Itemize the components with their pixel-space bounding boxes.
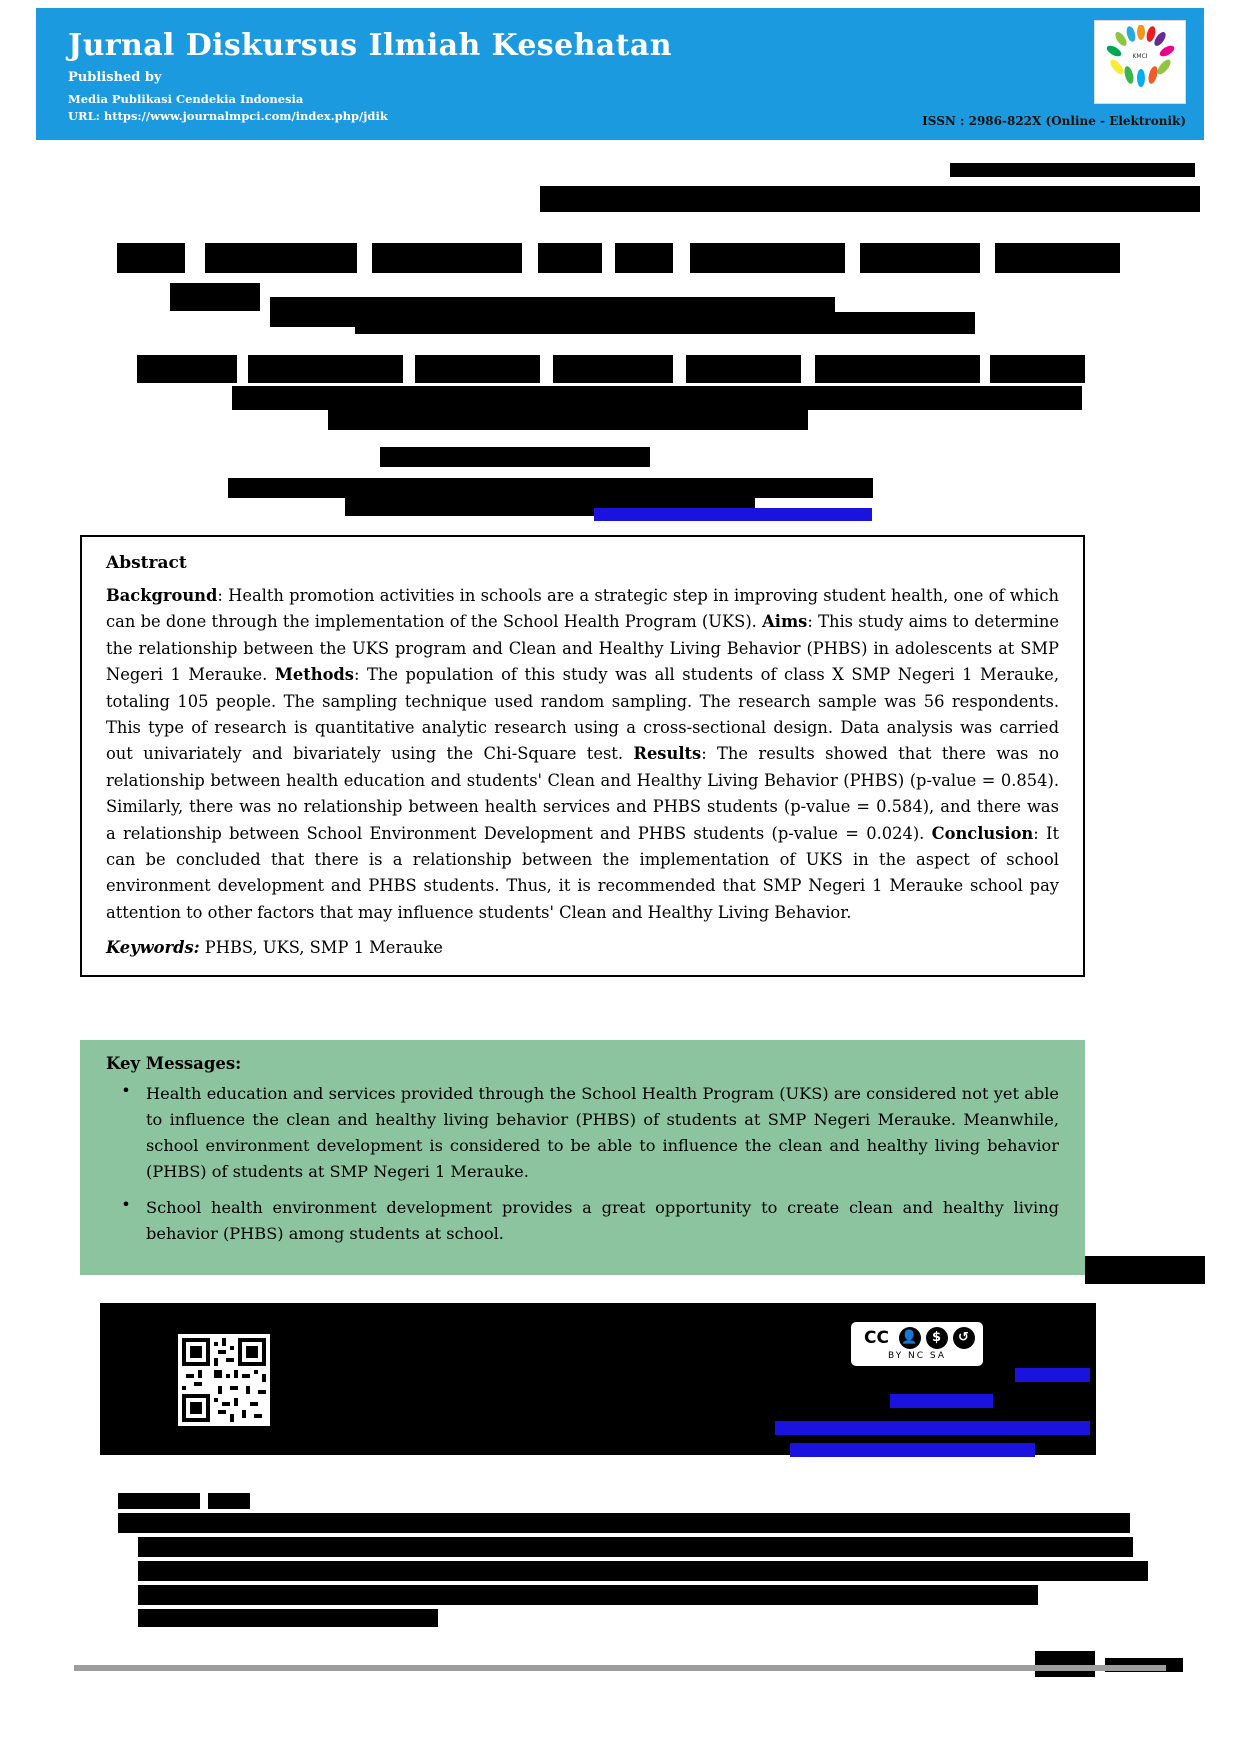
journal-logo: [1094, 20, 1186, 104]
redacted-affiliation-line: [380, 447, 650, 467]
redacted-title-line: [538, 243, 602, 273]
redacted-title-line: [205, 243, 357, 273]
key-message-text: School health environment development provides a great opportunity to create clean and healthy living behavior (PHBS) among students at school.: [146, 1197, 1059, 1243]
key-messages-box: [80, 1040, 1085, 1275]
redacted-block: [118, 1493, 200, 1509]
redacted-block: [1085, 1256, 1205, 1284]
list-item: [106, 1195, 1059, 1247]
header-text-block: [68, 30, 672, 123]
abstract-paragraph: [106, 583, 1059, 926]
svg-text:KMCI: KMCI: [1132, 53, 1148, 60]
keywords-value: PHBS, UKS, SMP 1 Merauke: [199, 938, 443, 958]
cc-license-text: BY NC SA: [888, 1351, 946, 1361]
redacted-block: [558, 1348, 566, 1356]
abstract-text-aims: : This study aims to determine the relationship between the UKS program and Clean and Healthy Living Behavior (PHBS) in adolescents at SMP Negeri 1 Merauke.: [106, 612, 1059, 685]
qr-code: [178, 1334, 270, 1426]
abstract-label-results: Results: [633, 744, 702, 764]
redacted-title-line: [690, 243, 845, 273]
redacted-license-link[interactable]: [1015, 1368, 1090, 1382]
logo-icon: [1101, 25, 1179, 95]
footer-divider: [74, 1665, 1166, 1671]
qr-code-icon: [182, 1338, 266, 1422]
journal-title: Jurnal Diskursus Ilmiah Kesehatan: [68, 28, 672, 63]
redacted-email-link[interactable]: [594, 508, 872, 521]
abstract-text-methods: : The population of this study was all students of class X SMP Negeri 1 Merauke, totaling 105 people. The sampling technique used random sampling. The research sample was 56 respondents. This type of research is quantitative analytic research using a cross-sectional design. Data analysis was carried out univariately and bivariately using the Chi-Square test.: [106, 665, 1059, 764]
bullet-icon: •: [121, 1081, 131, 1100]
abstract-text-conclusion: : It can be concluded that there is a relationship between the implementation of UKS in the aspect of school environment development and PHBS students. Thus, it is recommended that SMP Negeri 1 Merauke school pay attention to other factors that may influence students' Clean and Healthy Living Behavior.: [106, 823, 1059, 922]
abstract-label-methods: Methods: [274, 665, 354, 685]
redacted-title-line: [170, 283, 260, 311]
publisher-name: Media Publikasi Cendekia Indonesia: [68, 91, 304, 106]
creative-commons-badge[interactable]: [848, 1319, 986, 1369]
cc-nc-icon: $: [926, 1327, 948, 1349]
redacted-title-line: [355, 312, 975, 334]
redacted-license-link[interactable]: [790, 1443, 1035, 1457]
abstract-box: [80, 535, 1085, 977]
bullet-icon: •: [121, 1194, 131, 1214]
key-message-text: Health education and services provided through the School Health Program (UKS) are considered not yet able to influence the clean and healthy living behavior (PHBS) of students at SMP Negeri Merauke. Meanwhile, school environment development is considered to be able to influence the clean and healthy living behavior (PHBS) of students at SMP Negeri 1 Merauke.: [146, 1084, 1059, 1181]
redacted-title-line: [137, 355, 237, 383]
cc-icon-row: [851, 1322, 983, 1352]
cc-by-icon: 👤: [899, 1327, 921, 1349]
redacted-title-line: [117, 243, 185, 273]
redacted-title-line: [248, 355, 403, 383]
cc-sa-icon: ↺: [953, 1327, 975, 1349]
abstract-text-results: : The results showed that there was no relationship between health education and students' Clean and Healthy Living Behavior (PHBS) (p-value = 0.854). Similarly, there was no relationship between health services and PHBS students (p-value = 0.584), and there was a relationship between School Environment Development and PHBS students (p-value = 0.024).: [106, 744, 1059, 843]
abstract-label-background: Background: [106, 586, 218, 605]
redacted-affiliation-line: [232, 386, 1082, 410]
redacted-block: [208, 1493, 250, 1509]
key-messages-list: [106, 1081, 1059, 1247]
redacted-title-line: [415, 355, 540, 383]
redacted-block: [138, 1585, 1038, 1605]
issn-text: ISSN : 2986-822X (Online - Elektronik): [922, 114, 1186, 128]
redacted-block: [540, 186, 1200, 212]
list-item: [106, 1081, 1059, 1185]
journal-header-banner: [36, 8, 1204, 140]
key-messages-heading: Key Messages:: [106, 1054, 242, 1073]
redacted-block: [138, 1537, 1133, 1557]
redacted-license-link[interactable]: [890, 1394, 993, 1408]
redacted-title-line: [860, 243, 980, 273]
redacted-title-line: [372, 243, 522, 273]
abstract-heading: Abstract: [106, 553, 187, 573]
keywords-line: [106, 938, 1059, 957]
abstract-label-aims: Aims: [762, 612, 808, 632]
published-by-label: Published by: [68, 69, 162, 85]
redacted-affiliation-line: [228, 478, 873, 498]
redacted-title-line: [815, 355, 980, 383]
redacted-title-line: [990, 355, 1085, 383]
redacted-license-link[interactable]: [775, 1421, 1090, 1435]
redacted-block: [455, 1312, 670, 1334]
redacted-title-line: [553, 355, 673, 383]
journal-url[interactable]: URL: https://www.journalmpci.com/index.php/jdik: [68, 108, 388, 123]
redacted-block: [950, 163, 1195, 177]
redacted-block: [138, 1561, 1148, 1581]
abstract-label-conclusion: Conclusion: [931, 823, 1034, 843]
redacted-affiliation-line: [328, 408, 808, 430]
redacted-block: [138, 1609, 438, 1627]
cc-icon: CC: [864, 1328, 889, 1348]
keywords-label: Keywords:: [106, 938, 200, 958]
redacted-title-line: [686, 355, 801, 383]
redacted-title-line: [615, 243, 673, 273]
redacted-block: [118, 1513, 1130, 1533]
redacted-block: [1035, 1651, 1095, 1677]
abstract-text-background: : Health promotion activities in schools are a strategic step in improving student health, one of which can be done through the implementation of the School Health Program (UKS).: [106, 586, 1059, 632]
redacted-title-line: [995, 243, 1120, 273]
